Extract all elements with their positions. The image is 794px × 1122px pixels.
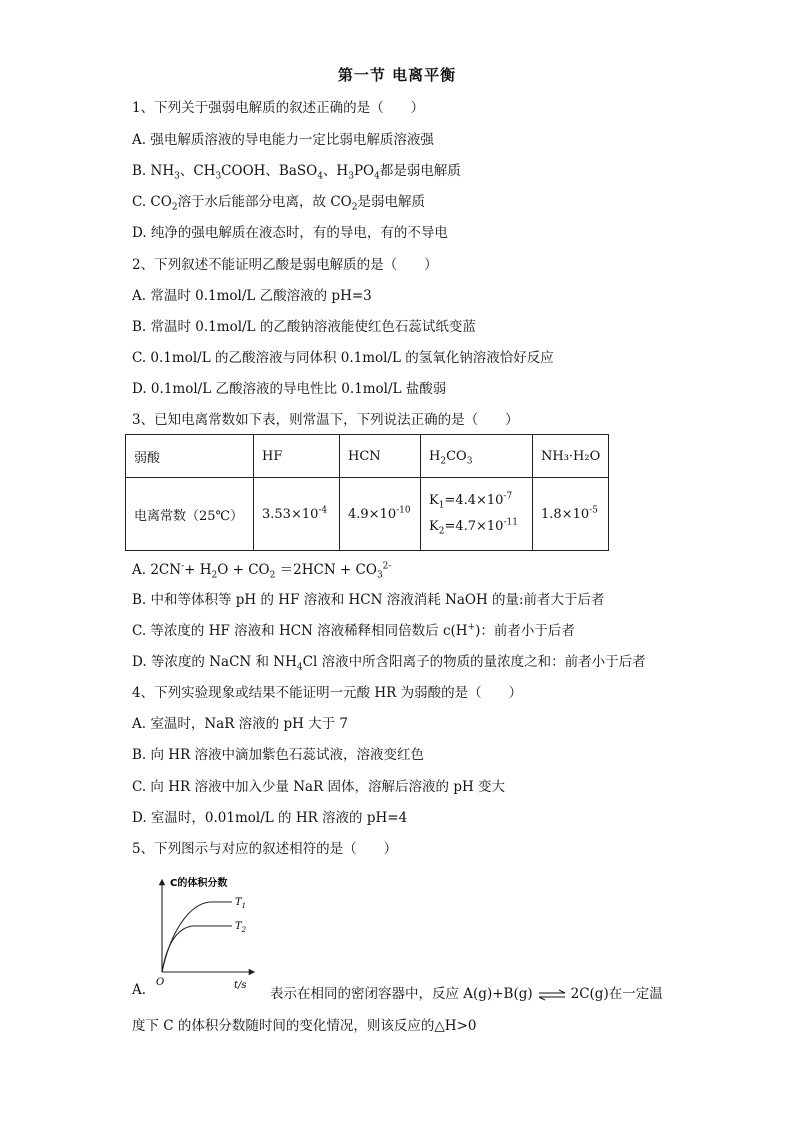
table-header-cell: NH₃·H₂O	[533, 435, 609, 478]
reversible-arrow-icon	[537, 989, 567, 1001]
q2-option-a: A. 常温时 0.1mol/L 乙酸溶液的 pH=3	[132, 288, 372, 304]
table-header-cell: 弱酸	[126, 435, 254, 478]
table-header-cell: HF	[254, 435, 340, 478]
q1-option-a: A. 强电解质溶液的导电能力一定比弱电解质溶液强	[132, 132, 434, 148]
curve-t1	[162, 902, 232, 972]
table-cell: $3.53\times 10^{-4}$	[254, 478, 340, 551]
q5-option-a-text-cont: 度下 C 的体积分数随时间的变化情况，则该反应的△H>0	[132, 1018, 477, 1034]
q4-option-c: C. 向 HR 溶液中加入少量 NaR 固体，溶解后溶液的 pH 变大	[132, 779, 506, 795]
x-axis-label: t/s	[234, 980, 247, 991]
q4-option-d: D. 室温时，0.01mol/L 的 HR 溶液的 pH=4	[132, 810, 408, 826]
q5-option-a-text: 表示在相同的密闭容器中，反应 A(g)+B(g) 2C(g)在一定温	[270, 986, 663, 1002]
q1-stem: 1、下列关于强弱电解质的叙述正确的是（ ）	[132, 100, 425, 116]
q3-option-a: A. $2CN^-+ H_2O + CO_2 =2HCN + CO_3^{2-}$	[132, 561, 392, 581]
q4-option-a: A. 室温时，NaR 溶液的 pH 大于 7	[132, 716, 349, 732]
q4-stem: 4、下列实验现象或结果不能证明一元酸 HR 为弱酸的是（ ）	[132, 685, 523, 701]
q3-stem: 3、已知电离常数如下表，则常温下，下列说法正确的是（ ）	[132, 412, 519, 428]
table-row	[126, 478, 609, 551]
table-cell: $1.8\times 10^{-5}$	[533, 478, 609, 551]
q2-option-d: D. 0.1mol/L 乙酸溶液的导电性比 0.1mol/L 盐酸弱	[132, 381, 447, 397]
table-row	[126, 435, 609, 478]
q5-option-a-label: A.	[132, 982, 147, 998]
table-header-cell: $H_2CO_3$	[421, 435, 533, 478]
q1-option-b: B. $NH_3$、$CH_3COOH$、BaSO$_4$、$H_3PO_4$都是弱电解质	[132, 163, 461, 182]
curve-t1-label: $T_1$	[235, 897, 247, 910]
volume-fraction-graph	[148, 874, 258, 992]
page-title: 第一节 电离平衡	[337, 66, 457, 84]
curve-t2-label: $T_2$	[235, 921, 247, 934]
table-cell: $4.9\times 10^{-10}$	[340, 478, 421, 551]
origin-label: O	[156, 977, 165, 988]
q4-option-b: B. 向 HR 溶液中滴加紫色石蕊试液，溶液变红色	[132, 747, 425, 763]
q3-option-d: D. 等浓度的 NaCN 和 $NH_4Cl$ 溶液中所含阳离子的物质的量浓度之和：前者小于后者	[132, 654, 646, 673]
table-header-cell: HCN	[340, 435, 421, 478]
curve-t2	[162, 926, 232, 972]
q2-option-b: B. 常温时 0.1mol/L 的乙酸钠溶液能使红色石蕊试纸变蓝	[132, 319, 476, 335]
q5-stem: 5、下列图示与对应的叙述相符的是（ ）	[132, 841, 398, 857]
q3-option-b: B. 中和等体积等 pH 的 HF 溶液和 HCN 溶液消耗 NaOH 的量:前者大于后者	[132, 592, 605, 608]
q1-option-c: C. $CO_2$溶于水后能部分电离，故 $CO_2$是弱电解质	[132, 194, 425, 213]
y-axis-label: C的体积分数	[170, 878, 228, 889]
q3-option-c: C. 等浓度的 HF 溶液和 HCN 溶液稀释相同倍数后 c(H+)：前者小于后者	[132, 622, 575, 639]
table-cell: $K_1=4.4\times 10^{-7}$ $K_2=4.7\times 10^{-11}$	[421, 478, 533, 551]
q1-option-d: D. 纯净的强电解质在液态时，有的导电，有的不导电	[132, 225, 448, 241]
q2-stem: 2、下列叙述不能证明乙酸是弱电解质的是（ ）	[132, 257, 438, 273]
table-cell: 电离常数（25℃）	[126, 478, 254, 551]
ionization-constant-table	[125, 434, 609, 551]
q2-option-c: C. 0.1mol/L 的乙酸溶液与同体积 0.1mol/L 的氢氧化钠溶液恰好反应	[132, 350, 554, 366]
